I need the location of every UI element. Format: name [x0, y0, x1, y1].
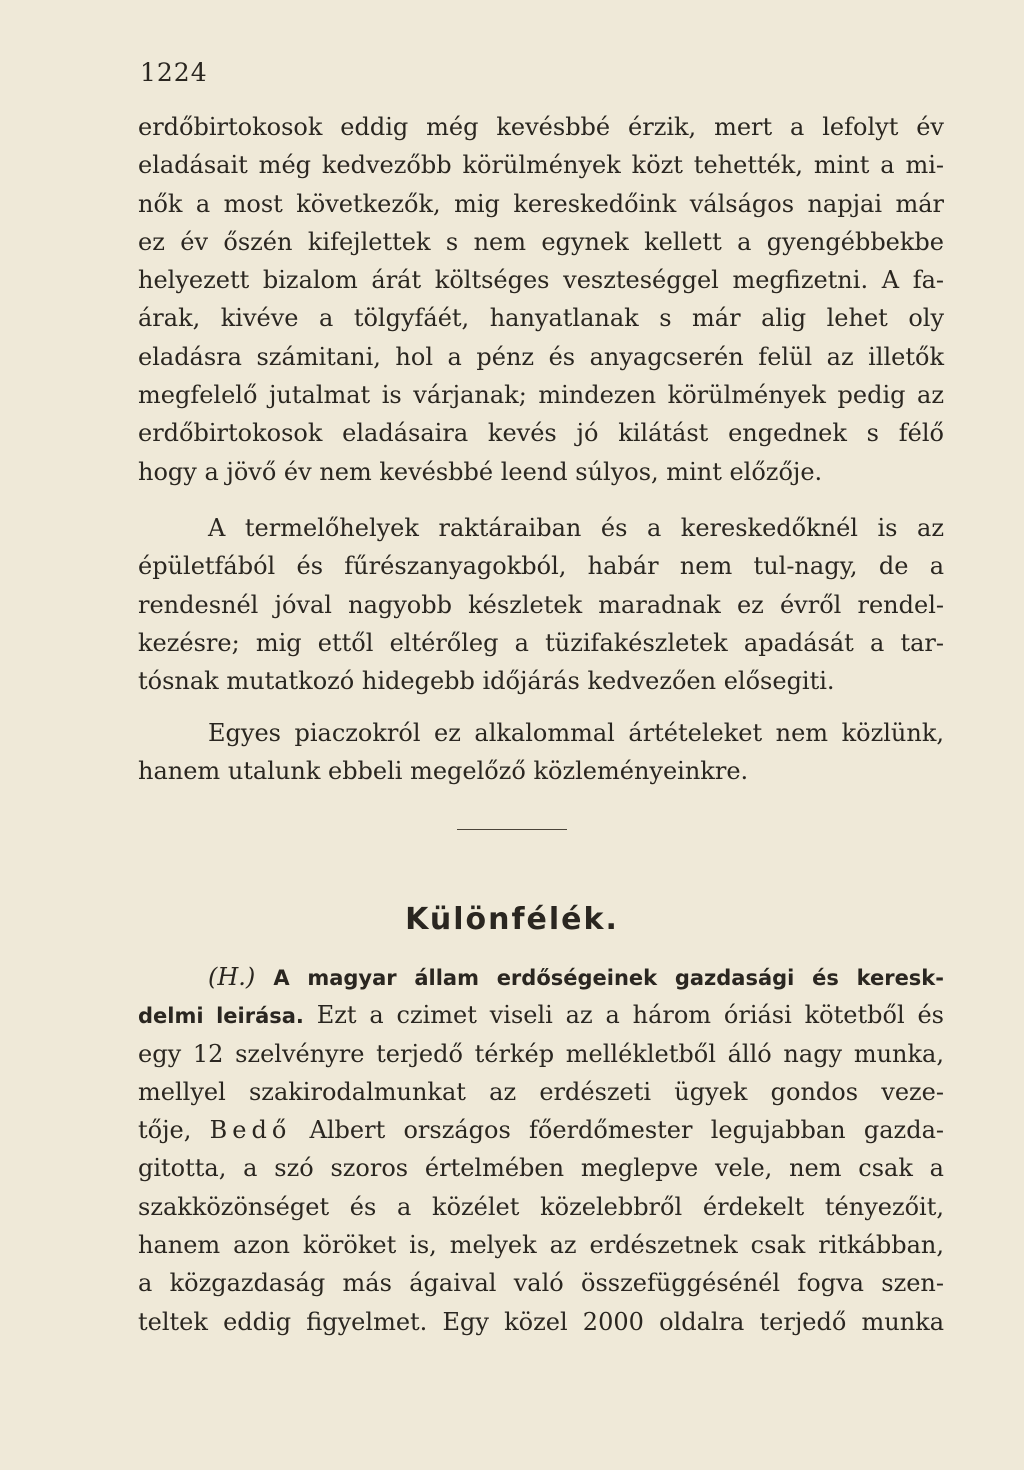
text-line: hogy a jövő év nem kevésbbé leend súlyos, mint előzője. [138, 457, 823, 486]
text-line [138, 996, 944, 1034]
text-line: nők a most következők, mig kereskedőink válságos napjai már [138, 189, 944, 218]
text-line-rest: Ezt a czimet viseli az a három óriási kötetből és [316, 1001, 944, 1030]
text-line: megfelelő jutalmat is várjanak; mindezen körülmények pedig az [138, 381, 944, 410]
text-line: hanem utalunk ebbeli megelőző közleményeinkre. [138, 757, 749, 786]
text-line: eladásait még kedvezőbb körülmények közt tehették, mint a mi- [138, 151, 944, 180]
article-paragraph [138, 958, 944, 1341]
paragraph-3 [138, 714, 944, 791]
text-line: mellyel szakirodalmunkat az erdészeti ügyek gondos veze- [138, 1077, 944, 1106]
section-title: Különfélék. [405, 902, 619, 937]
author-sign: (H.) [208, 963, 256, 991]
text-line: hanem azon köröket is, melyek az erdészetnek csak ritkábban, [138, 1231, 944, 1260]
author-name: Bedő [209, 1116, 292, 1145]
text-line-pre: tője, [138, 1116, 192, 1145]
text-line-post: Albert országos főerdőmester legujabban gazda- [309, 1116, 944, 1145]
text-line: teltek eddig figyelmet. Egy közel 2000 oldalra terjedő munka [138, 1307, 944, 1336]
article-title-part2: delmi leirása. [138, 1004, 304, 1029]
text-line: Egyes piaczokról ez alkalommal ártételeket nem közlünk, [208, 719, 944, 747]
text-line: gitotta, a szó szoros értelmében meglepve vele, nem csak a [138, 1154, 944, 1183]
text-line: kezésre; mig ettől eltérőleg a tüzifakészletek apadását a tar- [138, 628, 944, 657]
text-line: tósnak mutatkozó hidegebb időjárás kedvezően elősegiti. [138, 667, 835, 696]
article-heading-line [138, 958, 944, 996]
article-title-part1: A magyar állam erdőségeinek gazdasági és keresk- [273, 966, 944, 990]
text-line: eladásra számitani, hol a pénz és anyagcserén felül az illetők [138, 342, 944, 371]
text-line: erdőbirtokosok eladásaira kevés jó kilátást engednek s félő [138, 419, 944, 448]
text-line: A termelőhelyek raktáraiban és a kereskedőknél is az [208, 514, 944, 542]
text-line: egy 12 szelvényre terjedő térkép mellékletből álló nagy munka, [138, 1039, 944, 1068]
paragraph-2 [138, 509, 944, 700]
text-line: a közgazdaság más ágaival való összefüggésénél fogva szen- [138, 1269, 944, 1298]
text-line: helyezett bizalom árát költséges veszteséggel megfizetni. A fa- [138, 266, 944, 295]
page-number: 1224 [140, 58, 208, 87]
paragraph-1 [138, 108, 944, 491]
text-line: árak, kivéve a tölgyfáét, hanyatlanak s már alig lehet oly [138, 304, 944, 333]
text-line: szakközönséget és a közélet közelebbről érdekelt tényezőit, [138, 1192, 944, 1221]
text-line [138, 1111, 944, 1149]
section-divider [457, 829, 567, 830]
text-line: rendesnél jóval nagyobb készletek maradnak ez évről rendel- [138, 590, 944, 619]
text-line: erdőbirtokosok eddig még kevésbbé érzik, mert a lefolyt év [138, 113, 944, 141]
text-line: ez év őszén kifejlettek s nem egynek kellett a gyengébbekbe [138, 227, 944, 256]
text-line: épületfából és fűrészanyagokból, habár nem tul-nagy, de a [138, 552, 944, 581]
